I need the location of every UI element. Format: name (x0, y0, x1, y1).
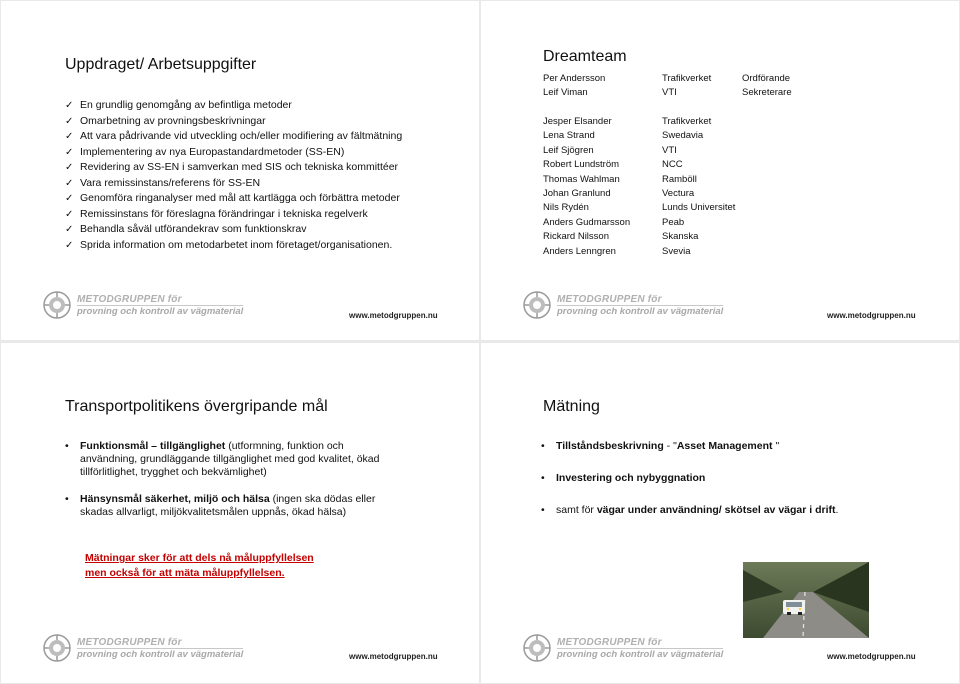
bullet-icon: • (65, 440, 69, 452)
bullet-icon: • (541, 504, 545, 516)
member-name: Per Andersson (543, 73, 606, 84)
logo-line-2: provning och kontroll av vägmaterial (557, 648, 724, 660)
logo-emblem-icon (523, 291, 551, 319)
list-item: ✓ Remissinstans för föreslagna förändringar i tekniska regelverk (65, 207, 368, 220)
member-org: Trafikverket (662, 116, 712, 127)
logo-emblem-icon (43, 634, 71, 662)
table-row (543, 145, 735, 159)
logo-line-2: provning och kontroll av vägmaterial (77, 648, 244, 660)
metodgruppen-logo (523, 634, 723, 662)
list-item: ✓ En grundlig genomgång av befintliga metoder (65, 99, 292, 111)
member-org: Vectura (662, 187, 695, 199)
member-name: Rickard Nilsson (543, 231, 609, 243)
member-name: Johan Granlund (543, 187, 611, 199)
table-row (543, 73, 792, 87)
logo-line-1: METODGRUPPEN för (557, 636, 662, 648)
slide-title: Mätning (543, 398, 600, 415)
list-item: ✓ Sprida information om metodarbetet inom företaget/organisationen. (65, 238, 393, 251)
member-org: VTI (662, 87, 677, 99)
logo-emblem-icon (43, 291, 71, 319)
bullet-icon: • (541, 440, 545, 452)
measurement-list (539, 440, 899, 517)
slide-uppdraget (1, 1, 479, 340)
table-row (543, 159, 735, 173)
logo-emblem-icon (523, 634, 551, 662)
slide-matning (481, 343, 959, 683)
member-name: Jesper Elsander (543, 116, 612, 127)
table-row (543, 202, 735, 216)
goal-list (63, 440, 403, 519)
table-row (543, 231, 735, 245)
list-item: ✓ Vara remissinstans/referens för SS-EN (65, 176, 261, 189)
slide-transportpolitik (1, 343, 479, 683)
slide-title: Dreamteam (543, 48, 627, 65)
member-org: Swedavia (662, 130, 704, 142)
checkmark-icon: ✓ (65, 177, 74, 189)
member-org: Trafikverket (662, 73, 712, 84)
checkmark-icon: ✓ (65, 239, 74, 251)
table-row (543, 246, 735, 260)
logo-line-1: METODGRUPPEN för (557, 293, 662, 305)
checkmark-icon: ✓ (65, 193, 74, 204)
member-org: Svevia (662, 245, 691, 257)
list-item: ✓ Implementering av nya Europastandardmetoder (SS-EN) (65, 145, 345, 158)
note-line-1: Mätningar sker för att dels nå måluppfyllelsen (85, 552, 314, 564)
list-item: ✓ Att vara pådrivande vid utveckling och/eller modifiering av fältmätning (65, 130, 403, 142)
logo-line-2: provning och kontroll av vägmaterial (557, 305, 724, 317)
checkmark-icon: ✓ (65, 162, 74, 173)
metodgruppen-logo (523, 291, 723, 319)
table-row (543, 130, 735, 144)
member-name: Anders Gudmarsson (543, 216, 631, 228)
member-org: Ramböll (662, 173, 697, 185)
member-name: Leif Sjögren (543, 144, 594, 156)
logo-line-2: provning och kontroll av vägmaterial (77, 305, 244, 317)
table-row (543, 116, 735, 130)
table-row (543, 87, 792, 101)
checkmark-icon: ✓ (65, 100, 74, 111)
note-line-2: men också för att mäta måluppfyllelsen. (85, 567, 285, 579)
footer-url: www.metodgruppen.nu (827, 311, 916, 320)
table-row (543, 188, 735, 202)
road-measurement-photo (743, 562, 869, 638)
checkmark-icon: ✓ (65, 208, 74, 220)
member-role: Ordförande (742, 73, 791, 84)
footer-url: www.metodgruppen.nu (349, 311, 438, 320)
member-name: Thomas Wahlman (543, 173, 620, 185)
logo-line-1: METODGRUPPEN för (77, 293, 182, 305)
slide-title: Uppdraget/ Arbetsuppgifter (65, 56, 257, 73)
bullet-icon: • (65, 493, 69, 505)
checkmark-icon: ✓ (65, 224, 74, 235)
list-item: • samt för vägar under användning/ skötsel av vägar i drift. (541, 504, 839, 516)
measurement-note (85, 551, 314, 581)
member-name: Lena Strand (543, 130, 595, 142)
member-org: Lunds Universitet (662, 202, 736, 214)
task-list (65, 99, 415, 254)
member-org: Skanska (662, 231, 699, 243)
list-item: • Investering och nybyggnation (541, 472, 706, 484)
logo-line-1: METODGRUPPEN för (77, 636, 182, 648)
member-name: Leif Viman (543, 87, 588, 99)
member-role: Sekreterare (742, 87, 792, 99)
member-org: VTI (662, 144, 677, 156)
table-row (543, 174, 735, 188)
list-item: • Funktionsmål – tillgänglighet (utformning, funktion och användning, grundläggande tillgänglighet med god kvalitet, ökad tillförlitlighet, trygghet och bekvämlighet) (65, 440, 380, 478)
list-item: ✓ Behandla såväl utförandekrav som funktionskrav (65, 223, 307, 235)
checkmark-icon: ✓ (65, 146, 74, 158)
checkmark-icon: ✓ (65, 115, 74, 127)
member-name: Anders Lenngren (543, 245, 616, 257)
member-org: Peab (662, 216, 685, 228)
member-org: NCC (662, 159, 683, 171)
list-item: • Hänsynsmål säkerhet, miljö och hälsa (ingen ska dödas eller skadas allvarligt, miljökvalitetsmålen uppnås, ökad hälsa) (65, 493, 376, 518)
slide-title: Transportpolitikens övergripande mål (65, 398, 328, 415)
list-item: ✓ Genomföra ringanalyser med mål att kartlägga och förbättra metoder (65, 192, 400, 204)
list-item: ✓ Omarbetning av provningsbeskrivningar (65, 114, 266, 127)
list-item: ✓ Revidering av SS-EN i samverkan med SIS och tekniska kommittéer (65, 161, 399, 173)
metodgruppen-logo (43, 291, 243, 319)
metodgruppen-logo (43, 634, 243, 662)
leaders-table (543, 73, 792, 102)
member-name: Nils Rydén (543, 202, 589, 214)
slide-dreamteam (481, 1, 959, 340)
list-item: • Tillståndsbeskrivning - "Asset Management " (541, 440, 780, 452)
members-table (543, 116, 735, 260)
table-row (543, 217, 735, 231)
bullet-icon: • (541, 472, 545, 484)
footer-url: www.metodgruppen.nu (349, 652, 438, 661)
checkmark-icon: ✓ (65, 131, 74, 142)
member-name: Robert Lundström (543, 159, 620, 171)
footer-url: www.metodgruppen.nu (827, 652, 916, 661)
